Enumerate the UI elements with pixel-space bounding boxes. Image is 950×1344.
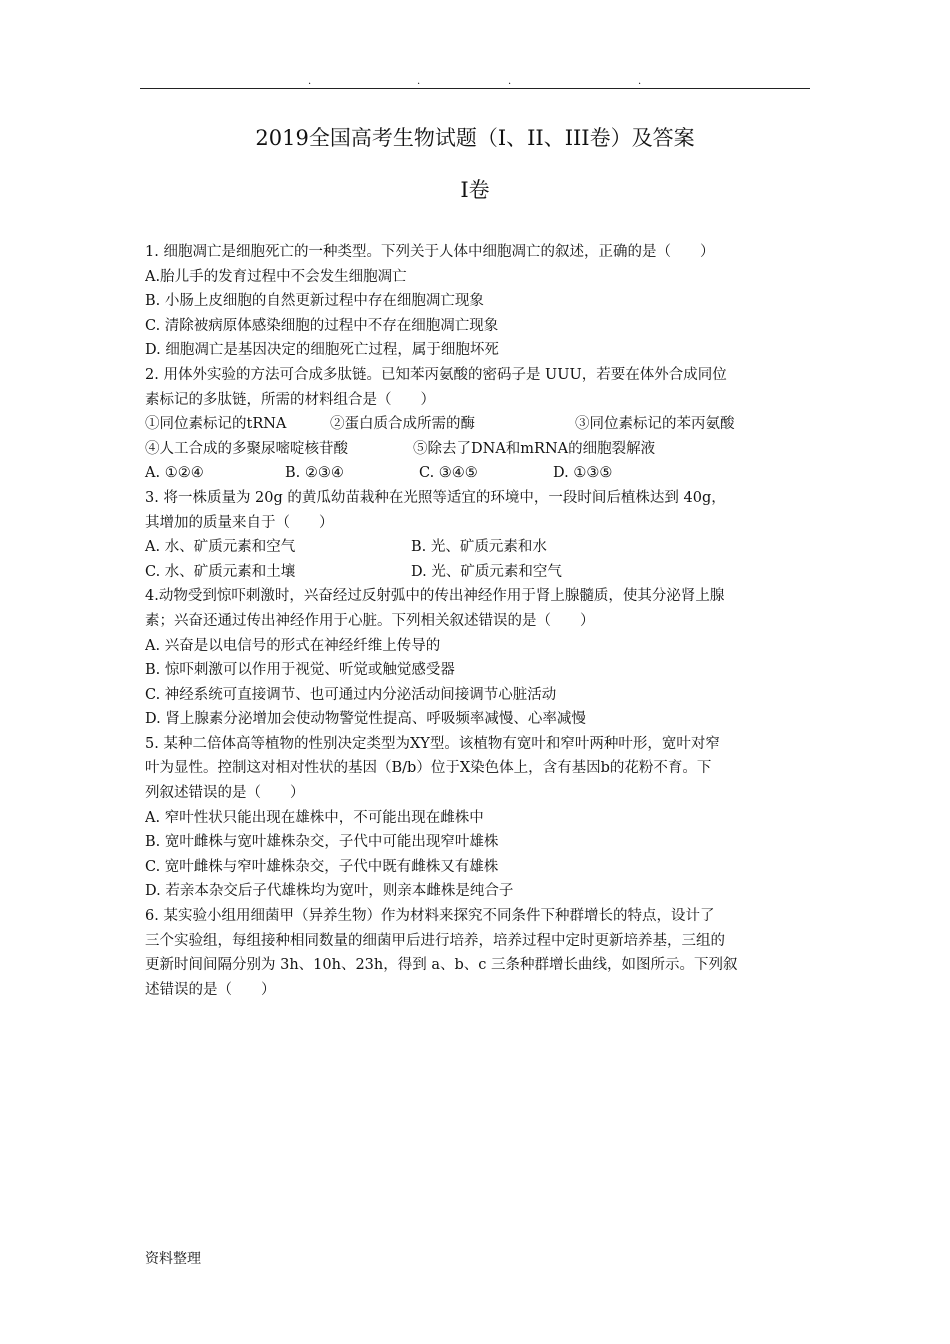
option-a: A. ①②④	[145, 465, 204, 482]
material-item: ④人工合成的多聚尿嘧啶核苷酸	[145, 440, 348, 457]
question-stem: 4.动物受到惊吓刺激时，兴奋经过反射弧中的传出神经作用于肾上腺髓质，使其分泌肾上腺	[145, 588, 725, 605]
option-d: D. ①③⑤	[553, 465, 613, 482]
question-stem: 三个实验组，每组接种相同数量的细菌甲后进行培养，培养过程中定时更新培养基，三组的	[145, 932, 725, 949]
option-c: C. 神经系统可直接调节、也可通过内分泌活动间接调节心脏活动	[145, 686, 557, 703]
question-stem: 1. 细胞凋亡是细胞死亡的一种类型。下列关于人体中细胞凋亡的叙述，正确的是（ ）	[145, 244, 715, 260]
question-stem: 5. 某种二倍体高等植物的性别决定类型为XY型。该植物有宽叶和窄叶两种叶形，宽叶对窄	[145, 735, 720, 752]
option-b: B. ②③④	[285, 465, 344, 482]
option-row	[145, 560, 810, 585]
option-a: A. 兴奋是以电信号的形式在神经纤维上传导的	[145, 637, 441, 654]
question-stem: 2. 用体外实验的方法可合成多肽链。已知苯丙氨酸的密码子是 UUU，若要在体外合成同位	[145, 366, 727, 383]
material-row	[145, 437, 810, 462]
material-item: ①同位素标记的tRNA	[145, 416, 287, 433]
option-a: A. 水、矿质元素和空气	[145, 539, 296, 556]
header-dots	[140, 76, 810, 86]
option-c: C. 水、矿质元素和土壤	[145, 563, 296, 580]
question-stem: 叶为显性。控制这对相对性状的基因（B/b）位于X染色体上，含有基因b的花粉不育。下	[145, 760, 712, 777]
material-row	[145, 412, 810, 437]
option-c: C. 清除被病原体感染细胞的过程中不存在细胞凋亡现象	[145, 317, 499, 334]
question-stem: 3. 将一株质量为 20g 的黄瓜幼苗栽种在光照等适宜的环境中，一段时间后植株达到 40g，	[145, 489, 726, 506]
question-stem: 述错误的是（ ）	[145, 981, 276, 998]
option-d: D. 肾上腺素分泌增加会使动物警觉性提高、呼吸频率减慢、心率减慢	[145, 711, 586, 728]
question-stem: 素；兴奋还通过传出神经作用于心脏。下列相关叙述错误的是（ ）	[145, 612, 595, 629]
material-item: ③同位素标记的苯丙氨酸	[575, 416, 735, 433]
page-title: 2019全国高考生物试题（I、II、III卷）及答案	[255, 126, 695, 150]
material-item: ②蛋白质合成所需的酶	[330, 416, 475, 433]
option-b: B. 惊吓刺激可以作用于视觉、听觉或触觉感受器	[145, 662, 455, 679]
option-a: A. 窄叶性状只能出现在雄株中，不可能出现在雌株中	[145, 809, 484, 826]
page-footer: 资料整理	[145, 1251, 201, 1267]
question-content	[145, 240, 810, 1002]
option-b: B. 光、矿质元素和水	[411, 539, 547, 556]
option-b: B. 小肠上皮细胞的自然更新过程中存在细胞凋亡现象	[145, 293, 484, 310]
header-dot: .	[638, 76, 642, 87]
header-dot: .	[417, 76, 421, 87]
option-c: C. 宽叶雌株与窄叶雄株杂交，子代中既有雌株又有雄株	[145, 858, 499, 875]
option-b: B. 宽叶雌株与宽叶雄株杂交，子代中可能出现窄叶雄株	[145, 834, 499, 851]
material-item: ⑤除去了DNA和mRNA的细胞裂解液	[413, 440, 656, 457]
header-rule	[140, 88, 810, 89]
option-d: D. 若亲本杂交后子代雄株均为宽叶，则亲本雌株是纯合子	[145, 883, 514, 900]
option-row	[145, 535, 810, 560]
section-heading: I卷	[460, 178, 490, 202]
header-dot: .	[308, 76, 312, 87]
option-d: D. 光、矿质元素和空气	[411, 563, 562, 580]
option-row	[145, 461, 810, 486]
option-a: A.胎儿手的发育过程中不会发生细胞凋亡	[145, 268, 407, 285]
question-stem: 素标记的多肽链，所需的材料组合是（ ）	[145, 391, 435, 408]
question-stem: 6. 某实验小组用细菌甲（异养生物）作为材料来探究不同条件下种群增长的特点，设计了	[145, 908, 715, 925]
option-c: C. ③④⑤	[419, 465, 478, 482]
question-stem: 其增加的质量来自于（ ）	[145, 514, 334, 531]
header-dot: .	[508, 76, 512, 87]
option-d: D. 细胞凋亡是基因决定的细胞死亡过程，属于细胞坏死	[145, 342, 499, 359]
question-stem: 更新时间间隔分别为 3h、10h、23h，得到 a、b、c 三条种群增长曲线，如图所示。下列叙	[145, 957, 738, 974]
question-stem: 列叙述错误的是（ ）	[145, 785, 305, 802]
